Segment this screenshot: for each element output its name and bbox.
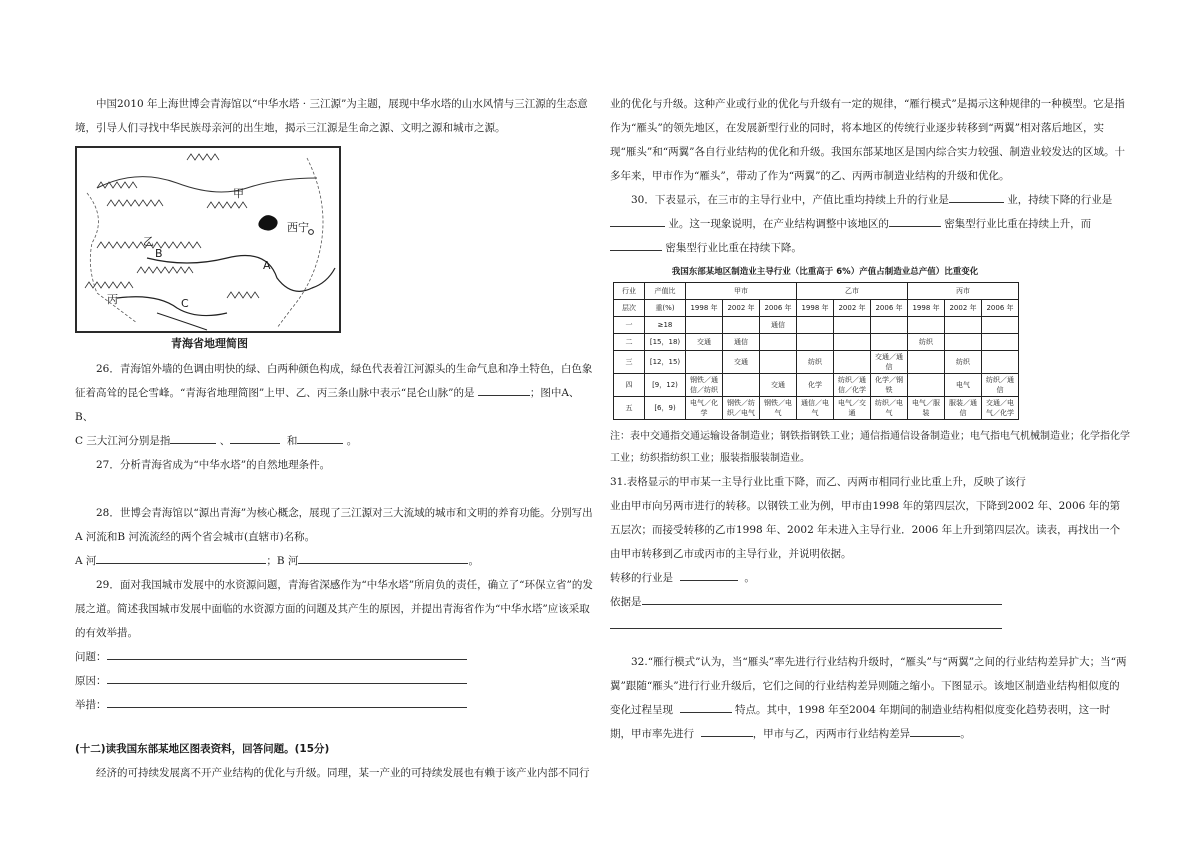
row-range: [6，9) [645, 397, 686, 420]
q28-end: 。 [468, 555, 479, 567]
table-cell: 钢铁／通信／纺织 [686, 374, 723, 397]
map-label-b: B [155, 247, 163, 260]
table-cell: 服装／通信 [945, 397, 982, 420]
table-cell [686, 317, 723, 334]
table-cell: 交通 [686, 334, 723, 351]
right-column [610, 92, 1130, 746]
q26-text: 26．青海馆外墙的色调由明快的绿、白两种颜色构成，绿色代表着江河源头的生命气息和净土特色，白色象征着高耸的昆仑雪峰。“青海省地理简图”上甲、乙、丙三条山脉中表示“昆仑山脉”的是 [75, 363, 593, 399]
map-title: 青海省地理简图 [171, 337, 248, 350]
th-city-bing: 丙市 [908, 283, 1019, 300]
question-28: 28．世博会青海馆以“源出青海”为核心概念，展现了三江源对三大流域的城市和文明的养育功能。分别写出A 河流和B 河流流经的两个省会城市(直辖市)名称。 [75, 507, 593, 543]
th-ratio-2: 重(%) [645, 300, 686, 317]
q28-blank-a[interactable] [96, 551, 266, 564]
map-label-xining: 西宁 [287, 221, 309, 234]
q32-text-4: 。 [960, 728, 971, 740]
row-level: 一 [614, 317, 645, 334]
q32-blank-feature[interactable] [680, 700, 732, 713]
q29-problem-line[interactable] [107, 647, 467, 660]
th-year: 2006 年 [760, 300, 797, 317]
q30-text-5: 密集型行业比重在持续下降。 [665, 242, 802, 254]
question-27: 27．分析青海省成为“中华水塔”的自然地理条件。 [96, 459, 331, 471]
table-cell: 通信／电气 [797, 397, 834, 420]
q29-measure-label: 举措： [75, 699, 107, 711]
row-level: 五 [614, 397, 645, 420]
table-cell [723, 317, 760, 334]
map-label-bing: 丙 [107, 293, 118, 306]
question-26 [75, 357, 595, 429]
q29-reason-label: 原因： [75, 675, 107, 687]
q32-blank-upgrade[interactable] [701, 724, 753, 737]
row-range: ≥18 [645, 317, 686, 334]
q29-measure-row [75, 693, 595, 717]
q26-blank-a[interactable] [170, 431, 216, 444]
table-header-row-1 [614, 283, 1019, 300]
row-level: 四 [614, 374, 645, 397]
map-label-c: C [181, 297, 189, 310]
table-cell [834, 351, 871, 374]
question-29: 29．面对我国城市发展中的水资源问题，青海省深感作为“中华水塔”所肩负的责任，确立了“环保立省”的发展之道。简述我国城市发展中面临的水资源方面的问题及其产生的原因，并提出青海省作为“中华水塔”应该采取的有效举措。 [75, 579, 593, 639]
th-year: 2002 年 [945, 300, 982, 317]
th-year: 1998 年 [686, 300, 723, 317]
th-industry: 行业 [614, 283, 645, 300]
q31-basis-label: 依据是 [610, 596, 642, 608]
table-cell [723, 374, 760, 397]
table-cell: 钢铁／电气 [760, 397, 797, 420]
row-range: [12，15) [645, 351, 686, 374]
q31-industry-row [610, 566, 1130, 590]
table-cell: 纺织 [797, 351, 834, 374]
q30-blank-rise[interactable] [949, 190, 1004, 203]
q26-text-2: ；图中A、B、 [75, 387, 580, 423]
th-year: 2002 年 [834, 300, 871, 317]
q29-problem-label: 问题： [75, 651, 107, 663]
table-cell: 交通／通信 [871, 351, 908, 374]
map-label-jia: 甲 [233, 187, 244, 200]
q31-text-1: 31.表格显示的甲市某一主导行业比重下降，而乙、丙两市相同行业比重上升，反映了该行 [610, 476, 1026, 488]
th-city-jia: 甲市 [686, 283, 797, 300]
table-cell: 电气／交通 [834, 397, 871, 420]
table-cell [945, 317, 982, 334]
table-cell: 纺织 [945, 351, 982, 374]
table-cell: 纺织／通信／化学 [834, 374, 871, 397]
q32-text-1: 32.“雁行模式”认为，当“雁头”率先进行行业结构升级时，“雁头”与“两翼”之间的行业结构差异扩大；当“两翼”跟随“雁头”进行行业升级后，它们之间的行业结构差异则随之缩小。下图显示。该地区制造业结构相似度的变化过程呈现 [610, 656, 1127, 716]
th-year: 1998 年 [908, 300, 945, 317]
q31-basis-row [610, 590, 1130, 614]
question-32 [610, 650, 1130, 746]
table-row [614, 317, 1019, 334]
th-city-yi: 乙市 [797, 283, 908, 300]
table-cell [797, 334, 834, 351]
table-cell [982, 317, 1019, 334]
table-cell [834, 334, 871, 351]
q32-text-2: 特点。其中，1998 年至2004 年期间的制造业结构相似度变化趋势表明，这一时期，甲市率先进行 [610, 704, 1111, 740]
q31-basis-line-1[interactable] [642, 592, 1002, 605]
q28-blank-b[interactable] [298, 551, 468, 564]
industry-table [613, 282, 1019, 420]
q26-text-5: 和 [286, 435, 298, 447]
table-cell [982, 334, 1019, 351]
q30-text-2: 业，持续下降的行业是 [1007, 194, 1113, 206]
qinghai-map [75, 146, 341, 333]
th-ratio-1: 产值比 [645, 283, 686, 300]
table-row [614, 397, 1019, 420]
table-cell: 交通／电气／化学 [982, 397, 1019, 420]
question-31-body: 业由甲市向另两市进行的转移。以钢铁工业为例，甲市由1998 年的第四层次，下降到2002 年、2006 年的第五层次；而接受转移的乙市1998 年、2002 年未进入主导行业．2006 年上升到第四层次。读表，再找出一个由甲市转移到乙市或丙市的主导行业，并说明依据。 [610, 500, 1121, 560]
q30-text-4: 密集型行业比重在持续上升，而 [944, 218, 1092, 230]
table-cell: 化学／钢铁 [871, 374, 908, 397]
q26-blank-mountain[interactable] [478, 383, 530, 396]
q30-text-3: 业。这一现象说明，在产业结构调整中该地区的 [668, 218, 889, 230]
table-row [614, 374, 1019, 397]
q32-blank-difference[interactable] [910, 724, 960, 737]
intro-paragraph: 中国2010 年上海世博会青海馆以“中华水塔 · 三江源”为主题，展现中华水塔的山水风情与三江源的生态意境，引导人们寻找中华民族母亲河的出生地，揭示三江源是生命之源、文明之源和城市之源。 [75, 98, 588, 134]
table-cell [908, 317, 945, 334]
q30-blank-falling-type[interactable] [610, 238, 662, 251]
q31-blank-industry[interactable] [680, 568, 738, 581]
q26-blank-b[interactable] [230, 431, 280, 444]
section-12-title: (十二)读我国东部某地区图表资料，回答问题。(15分) [75, 743, 330, 755]
table-cell: 纺织 [908, 334, 945, 351]
row-range: [9，12) [645, 374, 686, 397]
q30-blank-rising-type[interactable] [889, 214, 941, 227]
q26-text-6: 。 [346, 435, 358, 447]
table-cell: 纺织／电气 [871, 397, 908, 420]
left-column [75, 92, 595, 785]
table-cell [760, 334, 797, 351]
th-year: 2006 年 [871, 300, 908, 317]
table-cell: 纺织／通信 [982, 374, 1019, 397]
table-header-row-2 [614, 300, 1019, 317]
q26-blank-c[interactable] [297, 431, 343, 444]
yanxing-paragraph: 业的优化与升级。这种产业或行业的优化与升级有一定的规律，“雁行模式”是揭示这种规律的一种模型。它是指作为“雁头”的领先地区，在发展新型行业的同时，将本地区的传统行业逐步转移到“两翼”相对落后地区，实现“雁头”和“两翼”各自行业结构的优化和升级。我国东部某地区是国内综合实力较强、制造业较发达的区域。十多年来，甲市作为“雁头”，带动了作为“两翼”的乙、丙两市制造业结构的升级和优化。 [610, 98, 1125, 182]
section-12-paragraph: 经济的可持续发展离不开产业结构的优化与升级。同理，某一产业的可持续发展也有赖于该产业内部不同行 [96, 767, 590, 779]
q28-b-label: ；B 河 [266, 555, 299, 567]
map-label-yi: 乙 [143, 235, 154, 248]
table-cell [760, 351, 797, 374]
q26-text-4: 、 [219, 435, 231, 447]
question-30 [610, 188, 1130, 260]
row-level: 三 [614, 351, 645, 374]
table-row [614, 351, 1019, 374]
table-cell [908, 351, 945, 374]
table-cell [945, 334, 982, 351]
q32-text-3: ，甲市与乙，丙两市行业结构差异 [752, 728, 911, 740]
table-cell [834, 317, 871, 334]
table-cell: 交通 [760, 374, 797, 397]
table-cell: 通信 [760, 317, 797, 334]
table-cell [871, 317, 908, 334]
q31-basis-row-2 [610, 614, 1130, 638]
row-range: [15，18) [645, 334, 686, 351]
th-year: 1998 年 [797, 300, 834, 317]
table-cell: 电气 [945, 374, 982, 397]
q31-industry-end: 。 [744, 572, 755, 584]
row-level: 二 [614, 334, 645, 351]
q31-industry-label: 转移的行业是 [610, 572, 673, 584]
q29-reason-row [75, 669, 595, 693]
table-cell [797, 317, 834, 334]
table-cell [982, 351, 1019, 374]
q29-problem-row [75, 645, 595, 669]
q31-basis-line-2[interactable] [610, 616, 1002, 629]
map-label-a: A [263, 259, 271, 272]
table-cell: 化学 [797, 374, 834, 397]
q26-text-3: C 三大江河分别是指 [75, 435, 171, 447]
th-level: 层次 [614, 300, 645, 317]
th-year: 2006 年 [982, 300, 1019, 317]
question-31 [610, 470, 1130, 494]
table-row [614, 334, 1019, 351]
table-cell [686, 351, 723, 374]
q28-a-label: A 河 [75, 555, 97, 567]
q29-reason-line[interactable] [107, 671, 467, 684]
q30-blank-fall[interactable] [610, 214, 665, 227]
table-note: 注：表中交通指交通运输设备制造业；钢铁指钢铁工业；通信指通信设备制造业；电气指电气机械制造业；化学指化学工业；纺织指纺织工业；服装指服装制造业。 [610, 431, 1130, 464]
question-26-rivers [75, 429, 595, 453]
table-cell: 电气／服装 [908, 397, 945, 420]
q29-measure-line[interactable] [107, 695, 467, 708]
table-cell: 电气／化学 [686, 397, 723, 420]
q30-text-1: 30．下表显示，在三市的主导行业中，产值比重均持续上升的行业是 [631, 194, 949, 206]
table-cell: 通信 [723, 334, 760, 351]
table-cell [908, 374, 945, 397]
table-cell: 交通 [723, 351, 760, 374]
table-cell [871, 334, 908, 351]
th-year: 2002 年 [723, 300, 760, 317]
question-28-answers [75, 549, 595, 573]
table-caption: 我国东部某地区制造业主导行业（比重高于 6%）产值占制造业总产值）比重变化 [671, 267, 979, 277]
table-cell: 钢铁／纺织／电气 [723, 397, 760, 420]
